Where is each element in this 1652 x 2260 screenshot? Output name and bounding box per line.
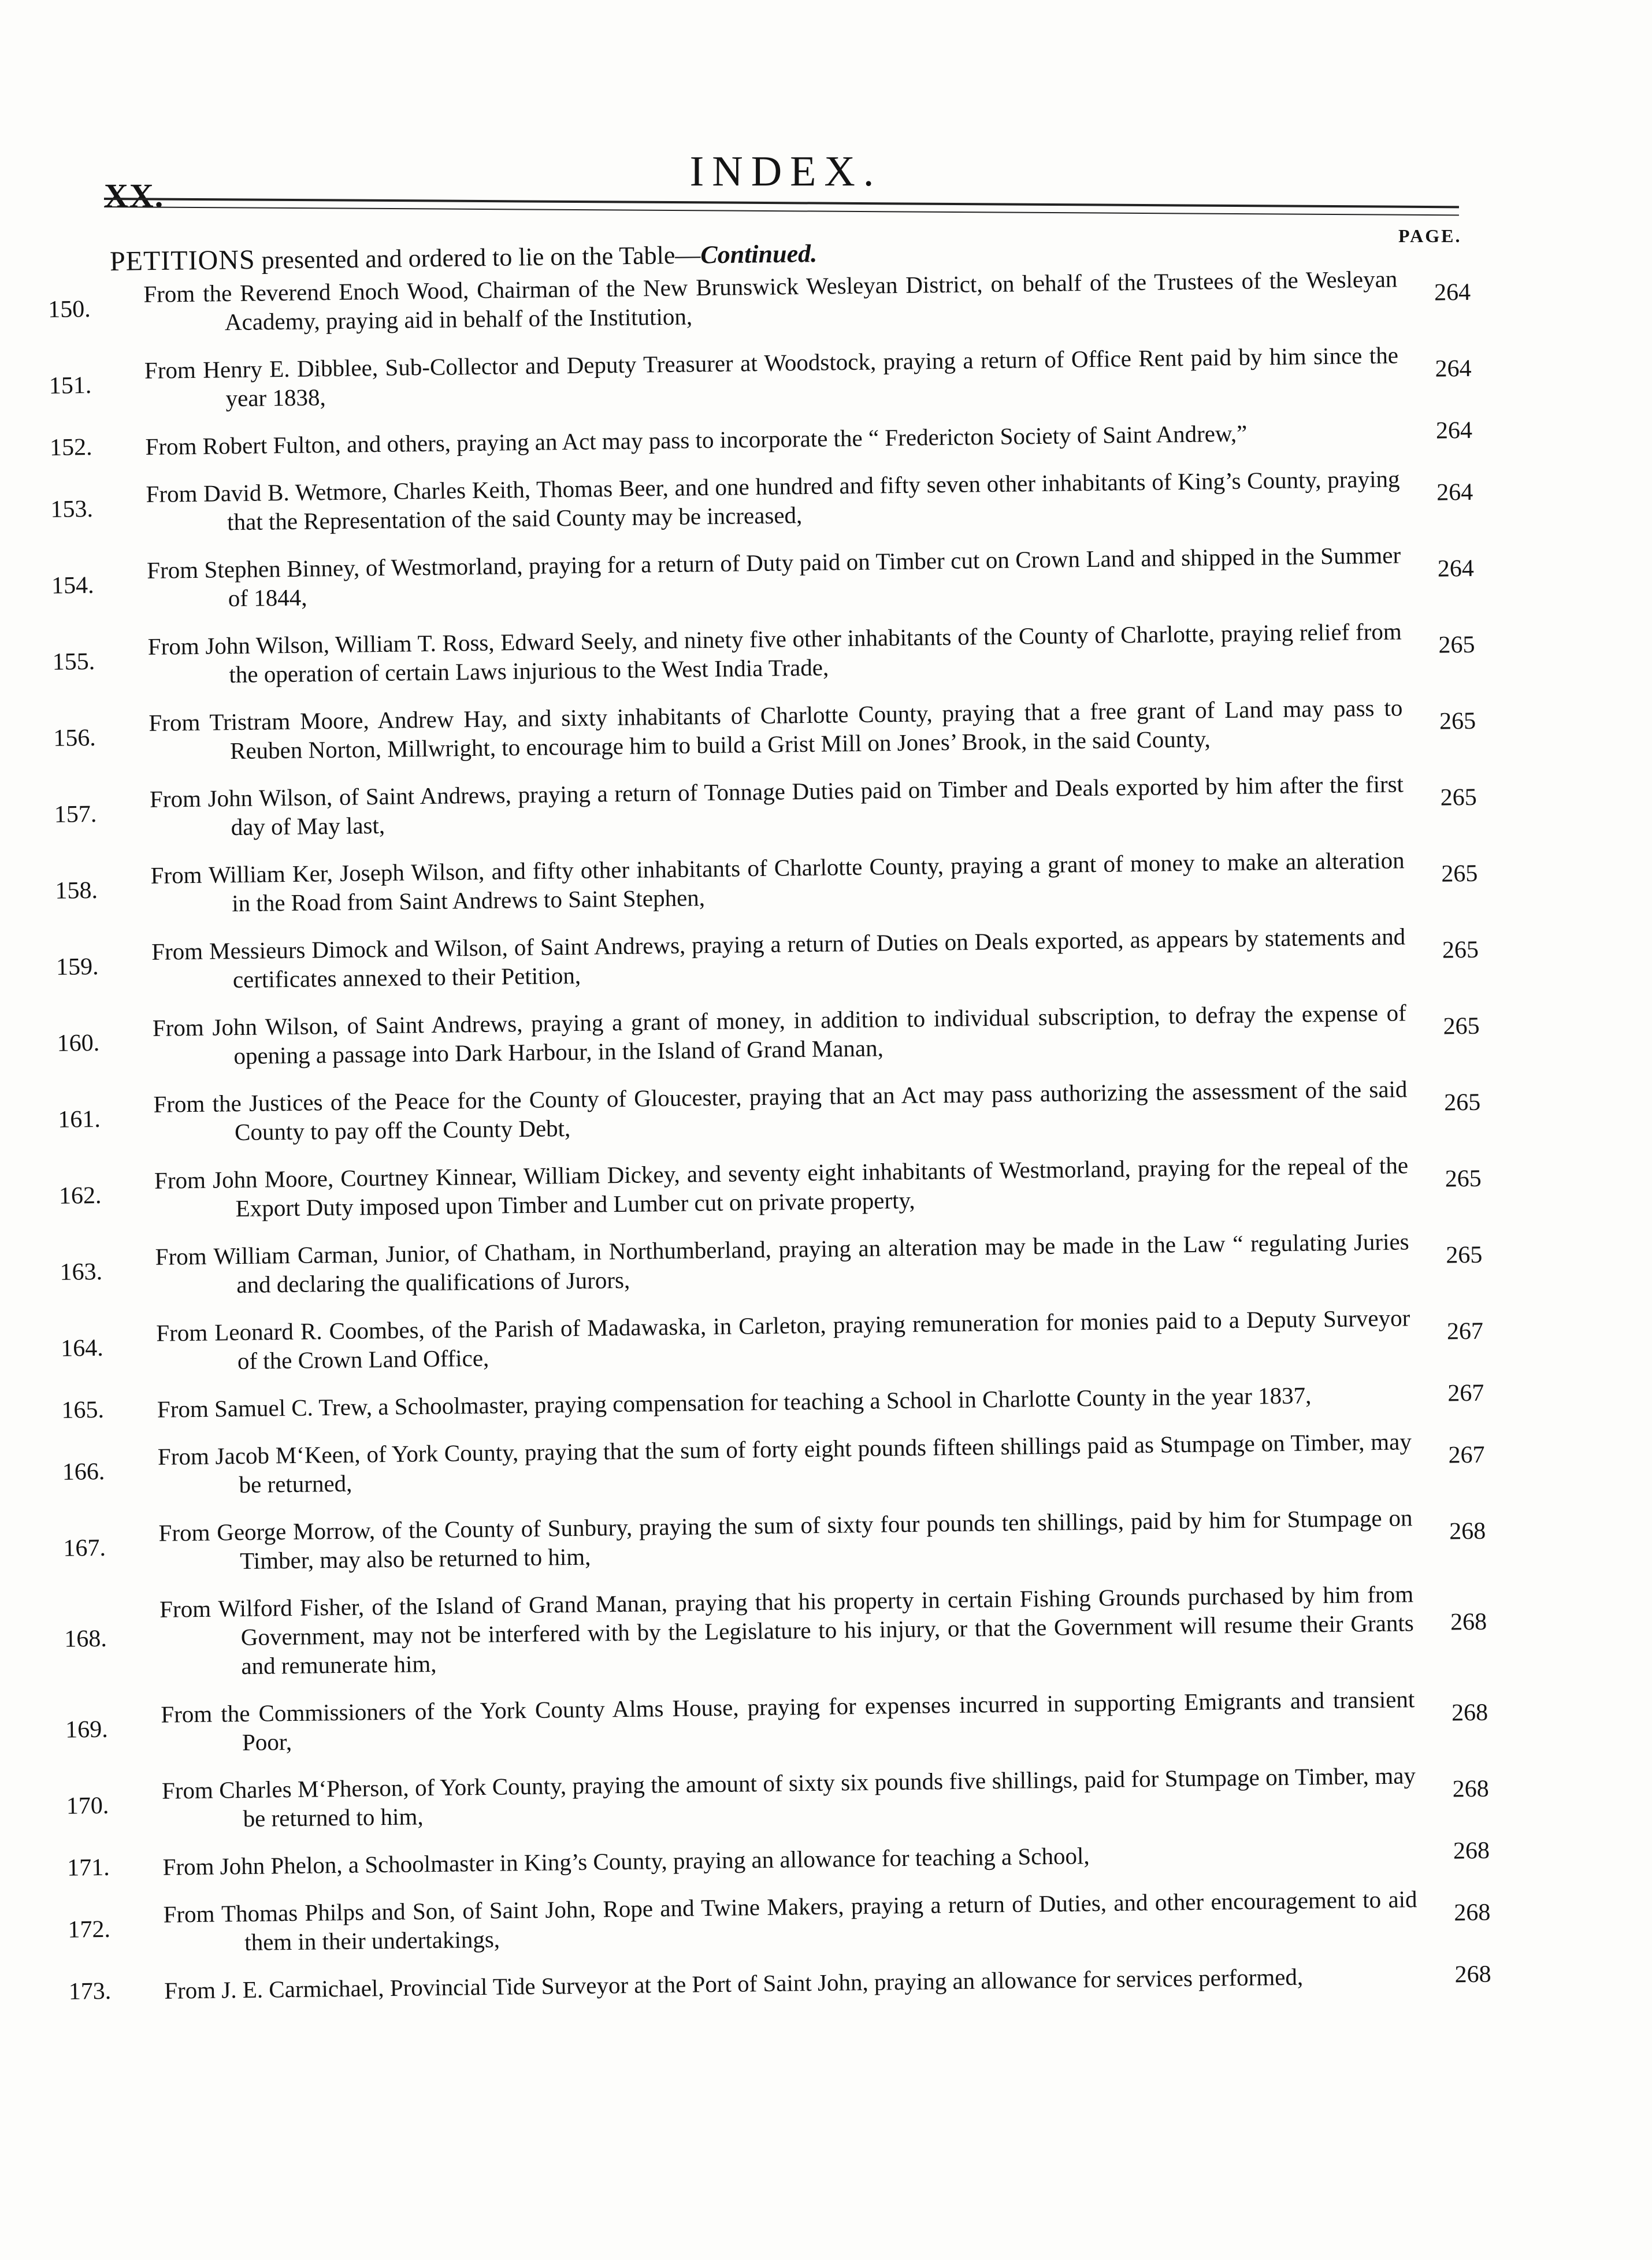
entry-number: 157.	[54, 800, 97, 828]
entry-page: 268	[1449, 1517, 1486, 1545]
entry-page: 265	[1440, 784, 1477, 811]
entry-text: From J. E. Carmichael, Provincial Tide Surveyor at the Port of Saint John, praying an allowance for services performed,	[164, 1963, 1304, 2004]
entry-number: 173.	[68, 1977, 112, 2005]
entry-text: From John Wilson, of Saint Andrews, praying a grant of money, in addition to individual subscription, to defray the expense of opening a passage into Dark Harbour, in the Island of Grand Manan,	[152, 999, 1407, 1070]
entry-page: 268	[1452, 1775, 1489, 1803]
petition-entry	[0, 767, 1566, 844]
entry-number: 166.	[62, 1458, 105, 1486]
entry-number: 153.	[50, 496, 94, 523]
entry-text: From Samuel C. Trew, a Schoolmaster, praying compensation for teaching a School in Charlotte County in the year 1837,	[157, 1382, 1312, 1423]
petition-entry	[2, 1501, 1575, 1578]
petition-entry	[6, 1835, 1578, 1883]
entry-number: 152.	[49, 434, 92, 461]
petition-list	[0, 262, 1580, 2025]
petition-entry	[0, 1301, 1572, 1378]
entry-text: From David B. Wetmore, Charles Keith, Thomas Beer, and one hundred and fifty seven other inhabitants of King’s County, praying that the Representation of the said County may be increased,	[146, 465, 1400, 536]
entry-text: From Messieurs Dimock and Wilson, of Saint Andrews, praying a return of Duties on Deals exported, as appears by statements and certificates annexed to their Petition,	[151, 923, 1406, 993]
entry-page: 268	[1454, 1899, 1491, 1927]
header-rule-thick	[104, 198, 1459, 208]
entry-page: 264	[1435, 355, 1472, 383]
entry-page: 267	[1446, 1318, 1484, 1345]
entry-number: 170.	[66, 1792, 109, 1820]
entry-text: From John Wilson, William T. Ross, Edward Seely, and ninety five other inhabitants of the County of Charlotte, praying relief from the operation of certain Laws injurious to the West India Trade,	[147, 618, 1402, 688]
entry-text: From John Wilson, of Saint Andrews, praying a return of Tonnage Duties paid on Timber and Deals exported by him after the first day of May last,	[149, 770, 1404, 841]
entry-text: From Leonard R. Coombes, of the Parish of Madawaska, in Carleton, praying remuneration for monies paid to a Deputy Surveyor of the Crown Land Office,	[156, 1304, 1410, 1375]
entry-number: 164.	[60, 1334, 103, 1362]
entry-page: 265	[1443, 1012, 1480, 1040]
petition-entry	[0, 996, 1569, 1073]
petition-entry	[0, 1073, 1569, 1149]
petition-entry	[1, 1378, 1573, 1426]
entry-page: 265	[1446, 1241, 1483, 1269]
entry-text: From Thomas Philps and Son, of Saint John, Rope and Twine Makers, praying a return of Duties, and other encouragement to aid them in their undertakings,	[163, 1886, 1417, 1956]
petition-entry	[7, 1883, 1579, 1960]
petition-entry	[3, 1578, 1576, 1683]
entry-text: From Robert Fulton, and others, praying an Act may pass to incorporate the “ Fredericton Society of Saint Andrew,”	[145, 420, 1248, 460]
petition-entry	[0, 615, 1564, 692]
petition-entry	[0, 1149, 1571, 1226]
entry-page: 267	[1447, 1379, 1484, 1407]
entry-page: 268	[1453, 1837, 1490, 1865]
entry-number: 158.	[55, 877, 98, 904]
entry-text: From Henry E. Dibblee, Sub-Collector and Deputy Treasurer at Woodstock, praying a return of Office Rent paid by him since the year 1838,	[144, 342, 1399, 412]
entry-number: 168.	[64, 1625, 107, 1653]
entry-page: 267	[1448, 1441, 1485, 1469]
page-column-heading: PAGE.	[1398, 225, 1462, 246]
entry-text: From Charles M‘Pherson, of York County, praying the amount of sixty six pounds five shillings, paid for Stumpage on Timber, may be returned to him,	[161, 1762, 1416, 1832]
petition-entry	[0, 844, 1566, 921]
entry-text: From George Morrow, of the County of Sunbury, praying the sum of sixty four pounds ten shillings, paid by him for Stumpage on Timber, may also be returned to him,	[158, 1504, 1413, 1575]
entry-text: From the Commissioners of the York County Alms House, praying for expenses incurred in supporting Emigrants and transient Poor,	[161, 1686, 1415, 1756]
petition-entry	[8, 1959, 1580, 2007]
entry-page: 265	[1443, 1089, 1481, 1116]
entry-number: 162.	[58, 1182, 102, 1209]
petition-entry	[5, 1683, 1577, 1760]
entry-page: 268	[1451, 1699, 1488, 1727]
entry-text: From Stephen Binney, of Westmorland, praying for a return of Duty paid on Timber cut on Crown Land and shipped in the Summer of 1844,	[146, 541, 1401, 612]
entry-number: 160.	[57, 1029, 100, 1057]
entry-page: 264	[1437, 555, 1475, 582]
entry-text: From the Justices of the Peace for the County of Gloucester, praying that an Act may pass authorizing the assessment of the said County to pay off the County Debt,	[153, 1075, 1408, 1146]
petition-entry	[0, 415, 1561, 463]
entry-number: 150.	[47, 296, 91, 323]
petition-entry	[0, 920, 1568, 997]
entry-page: 265	[1441, 860, 1478, 888]
entry-number: 171.	[66, 1854, 110, 1882]
section-heading	[110, 237, 818, 277]
entry-page: 265	[1438, 631, 1475, 659]
entry-text: From John Moore, Courtney Kinnear, William Dickey, and seventy eight inhabitants of Westmorland, praying for the repeal of the Export Duty imposed upon Timber and Lumber cut on private property,	[154, 1152, 1409, 1222]
entry-number: 159.	[55, 953, 99, 981]
entry-text: From the Reverend Enoch Wood, Chairman of the New Brunswick Wesleyan District, on behalf of the Trustees of the Wesleyan Academy, praying aid in behalf of the Institution,	[143, 265, 1398, 336]
entry-number: 151.	[49, 372, 92, 399]
entry-number: 167.	[63, 1534, 106, 1562]
section-heading-continued: Continued.	[700, 239, 818, 269]
entry-page: 265	[1439, 707, 1476, 735]
section-heading-text: presented and ordered to lie on the Table—	[255, 240, 701, 274]
petition-entry	[2, 1425, 1574, 1502]
entry-number: 156.	[53, 725, 96, 752]
entry-text: From John Phelon, a Schoolmaster in King’s County, praying an allowance for teaching a School,	[162, 1842, 1090, 1880]
entry-text: From William Ker, Joseph Wilson, and fifty other inhabitants of Charlotte County, praying a grant of money to make an alteration in the Road from Saint Andrews to Saint Stephen,	[150, 847, 1405, 917]
entry-text: From William Carman, Junior, of Chatham, in Northumberland, praying an alteration may be made in the Law “ regulating Juries and declaring the qualifications of Jurors,	[155, 1228, 1409, 1298]
petition-entry	[0, 462, 1562, 539]
entry-text: From Tristram Moore, Andrew Hay, and sixty inhabitants of Charlotte County, praying that a free grant of Land may pass to Reuben Norton, Millwright, to encourage him to build a Grist Mill on Jones’ Brook, in the said County,	[149, 694, 1403, 765]
entry-page: 264	[1435, 417, 1473, 444]
header-rule-thin	[104, 206, 1459, 216]
petition-entry	[0, 1225, 1571, 1302]
petition-entry	[0, 539, 1563, 615]
entry-number: 161.	[58, 1105, 101, 1133]
entry-number: 155.	[52, 648, 95, 676]
entry-text: From Jacob M‘Keen, of York County, praying that the sum of forty eight pounds fifteen shillings paid as Stumpage on Timber, may be returned,	[157, 1428, 1412, 1498]
entry-number: 169.	[65, 1716, 109, 1743]
folio-number: XX.	[104, 177, 165, 214]
petition-entry	[0, 691, 1565, 768]
entry-page: 268	[1450, 1608, 1487, 1636]
entry-page: 265	[1442, 936, 1479, 964]
entry-page: 268	[1454, 1961, 1491, 1988]
petition-entry	[6, 1759, 1578, 1836]
entry-page: 265	[1445, 1165, 1482, 1193]
entry-text: From Wilford Fisher, of the Island of Grand Manan, praying that his property in certain Fishing Grounds purchased by him from Government, may not be interfered with by the Legislature to his injury, or that the Government will resume their Grants and remunerate him,	[159, 1580, 1414, 1680]
entry-number: 172.	[68, 1916, 111, 1943]
petition-entry	[0, 339, 1561, 415]
section-heading-caps: PETITIONS	[109, 244, 255, 277]
entry-page: 264	[1434, 279, 1471, 306]
page-title: INDEX.	[689, 148, 882, 195]
entry-number: 163.	[60, 1258, 103, 1286]
entry-number: 154.	[51, 572, 94, 599]
entry-number: 165.	[61, 1396, 105, 1424]
entry-page: 264	[1436, 478, 1473, 506]
